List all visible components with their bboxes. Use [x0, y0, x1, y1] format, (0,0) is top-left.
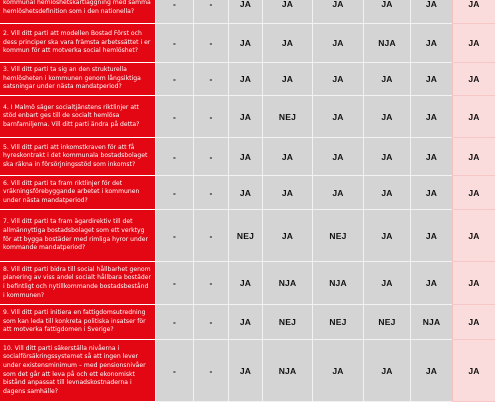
table-row [0, 63, 495, 96]
table-row [0, 262, 495, 305]
answer-cell: - [193, 0, 228, 24]
answer-cell: JA [363, 340, 410, 402]
answer-cell: - [193, 24, 228, 63]
answer-cell: NJA [312, 262, 363, 305]
answer-cell: NJA [262, 262, 312, 305]
answer-cell: NEJ [262, 305, 312, 340]
answer-cell: JA [228, 0, 262, 24]
answer-cell: JA [312, 96, 363, 138]
answer-cell: NEJ [312, 305, 363, 340]
answer-cell: JA [363, 63, 410, 96]
answer-cell: JA [228, 340, 262, 402]
answer-cell: - [193, 96, 228, 138]
question-text: 7. Vill ditt parti ta fram ägardirektiv till det allmännyttiga bostadsbolaget som ett verktyg för att bygga bostäder med rimliga hyror under kommande mandatperiod? [3, 218, 149, 252]
question-cell [0, 305, 155, 340]
question-cell [0, 210, 155, 262]
answer-cell: JA [452, 0, 495, 24]
question-cell [0, 0, 155, 24]
answer-cell: NEJ [228, 210, 262, 262]
answer-cell: JA [262, 138, 312, 176]
table-row [0, 176, 495, 210]
answer-cell: - [193, 176, 228, 210]
answer-cell: - [155, 210, 193, 262]
table-row [0, 0, 495, 24]
answer-cell: JA [228, 63, 262, 96]
answer-cell: - [193, 262, 228, 305]
answer-cell: JA [363, 176, 410, 210]
answer-cell: NJA [262, 340, 312, 402]
answer-cell: JA [312, 138, 363, 176]
answer-cell: JA [410, 0, 452, 24]
question-text: kommunal hemlöshetskartläggning med samma hemlöshetsdefinition som i den nationella? [3, 0, 151, 15]
question-cell [0, 176, 155, 210]
answer-cell: JA [410, 96, 452, 138]
answer-cell: JA [363, 210, 410, 262]
question-text: 5. Vill ditt parti att inkomstkraven för att få hyreskontrakt i det kommunala bostadsbolaget ska räkna in försörjningsstöd som inkomst? [3, 143, 148, 168]
answer-cell: NEJ [262, 96, 312, 138]
question-cell [0, 63, 155, 96]
answer-cell: JA [228, 305, 262, 340]
question-text: 4. I Malmö säger socialtjänstens riktlinjer att stöd enbart ges till de socialt hemlösa barnfamiljerna. Vill ditt parti ändra på detta? [3, 103, 140, 128]
table-row [0, 96, 495, 138]
answer-cell: - [155, 176, 193, 210]
answer-cell: NEJ [363, 305, 410, 340]
question-cell [0, 340, 155, 402]
answer-cell: - [155, 96, 193, 138]
answer-cell: JA [312, 63, 363, 96]
answer-cell: JA [410, 138, 452, 176]
table-row [0, 138, 495, 176]
question-text: 8. Vill ditt parti bidra till social hållbarhet genom planering av viss andel socialt hållbara bostäder i befintligt och nytillkommande bostadsbestånd i kommunen? [3, 265, 151, 299]
answer-cell: JA [262, 63, 312, 96]
answer-cell: - [155, 262, 193, 305]
answer-cell: - [193, 305, 228, 340]
answer-cell: JA [452, 210, 495, 262]
question-cell [0, 24, 155, 63]
answer-cell: JA [410, 176, 452, 210]
answer-cell: - [155, 340, 193, 402]
answer-cell: JA [262, 0, 312, 24]
answer-cell: JA [262, 176, 312, 210]
answer-cell: - [155, 305, 193, 340]
answer-cell: - [193, 138, 228, 176]
answer-cell: NJA [410, 305, 452, 340]
answer-cell: JA [262, 24, 312, 63]
answer-cell: JA [363, 96, 410, 138]
table-row [0, 210, 495, 262]
answer-cell: JA [363, 0, 410, 24]
question-text: 6. Vill ditt parti ta fram riktlinjer för det vräkningsförebyggande arbetet i kommunen under nästa mandatperiod? [3, 179, 140, 204]
answer-cell: - [155, 24, 193, 63]
answer-cell: - [193, 340, 228, 402]
answer-cell: JA [452, 262, 495, 305]
answer-cell: JA [410, 210, 452, 262]
answer-cell: JA [312, 24, 363, 63]
answer-cell: JA [452, 340, 495, 402]
question-text: 9. Vill ditt parti initiera en fattigdomsutredning som kan leda till konkreta politiska insatser för att motverka fattigdomen i Sverige? [3, 309, 146, 334]
question-text: 10. Vill ditt parti säkerställa nivåerna i socialförsäkringssystemet så att ingen lever under existensminimum – med pensionsnivåer som det går att leva på och ett ekonomiskt bistånd anpassat till levnadskostnaderna i dagens samhälle? [3, 344, 146, 395]
answer-cell: JA [452, 96, 495, 138]
answer-cell: JA [312, 176, 363, 210]
question-text: 3. Vill ditt parti ta sig an den strukturella hemlösheten i kommunen genom långsiktiga satsningar under nästa mandatperiod? [3, 66, 141, 91]
answer-cell: JA [452, 138, 495, 176]
answer-cell: - [193, 63, 228, 96]
question-cell [0, 262, 155, 305]
answer-cell: JA [228, 24, 262, 63]
table-row [0, 24, 495, 63]
answer-cell: JA [312, 0, 363, 24]
answer-cell: - [193, 210, 228, 262]
answer-cell: JA [452, 176, 495, 210]
answer-cell: JA [410, 262, 452, 305]
answer-cell: NJA [363, 24, 410, 63]
answer-cell: JA [228, 96, 262, 138]
question-cell [0, 96, 155, 138]
answer-cell: JA [410, 340, 452, 402]
table-row [0, 305, 495, 340]
answer-cell: JA [228, 138, 262, 176]
answer-cell: JA [262, 210, 312, 262]
answer-cell: JA [452, 63, 495, 96]
answer-cell: - [155, 63, 193, 96]
answer-cell: - [155, 0, 193, 24]
table-row [0, 340, 495, 402]
answer-cell: JA [452, 305, 495, 340]
answer-cell: JA [410, 63, 452, 96]
answer-cell: JA [312, 340, 363, 402]
answer-cell: - [155, 138, 193, 176]
question-text: 2. Vill ditt parti att modellen Bostad Först och dess principer ska vara främsta arbetssättet i er kommun för att motverka social hemlöshet? [3, 30, 151, 55]
question-cell [0, 138, 155, 176]
answer-cell: JA [363, 262, 410, 305]
answer-cell: JA [452, 24, 495, 63]
answer-cell: JA [228, 262, 262, 305]
answer-cell: JA [228, 176, 262, 210]
answer-cell: JA [410, 24, 452, 63]
answer-cell: NEJ [312, 210, 363, 262]
answer-cell: JA [363, 138, 410, 176]
